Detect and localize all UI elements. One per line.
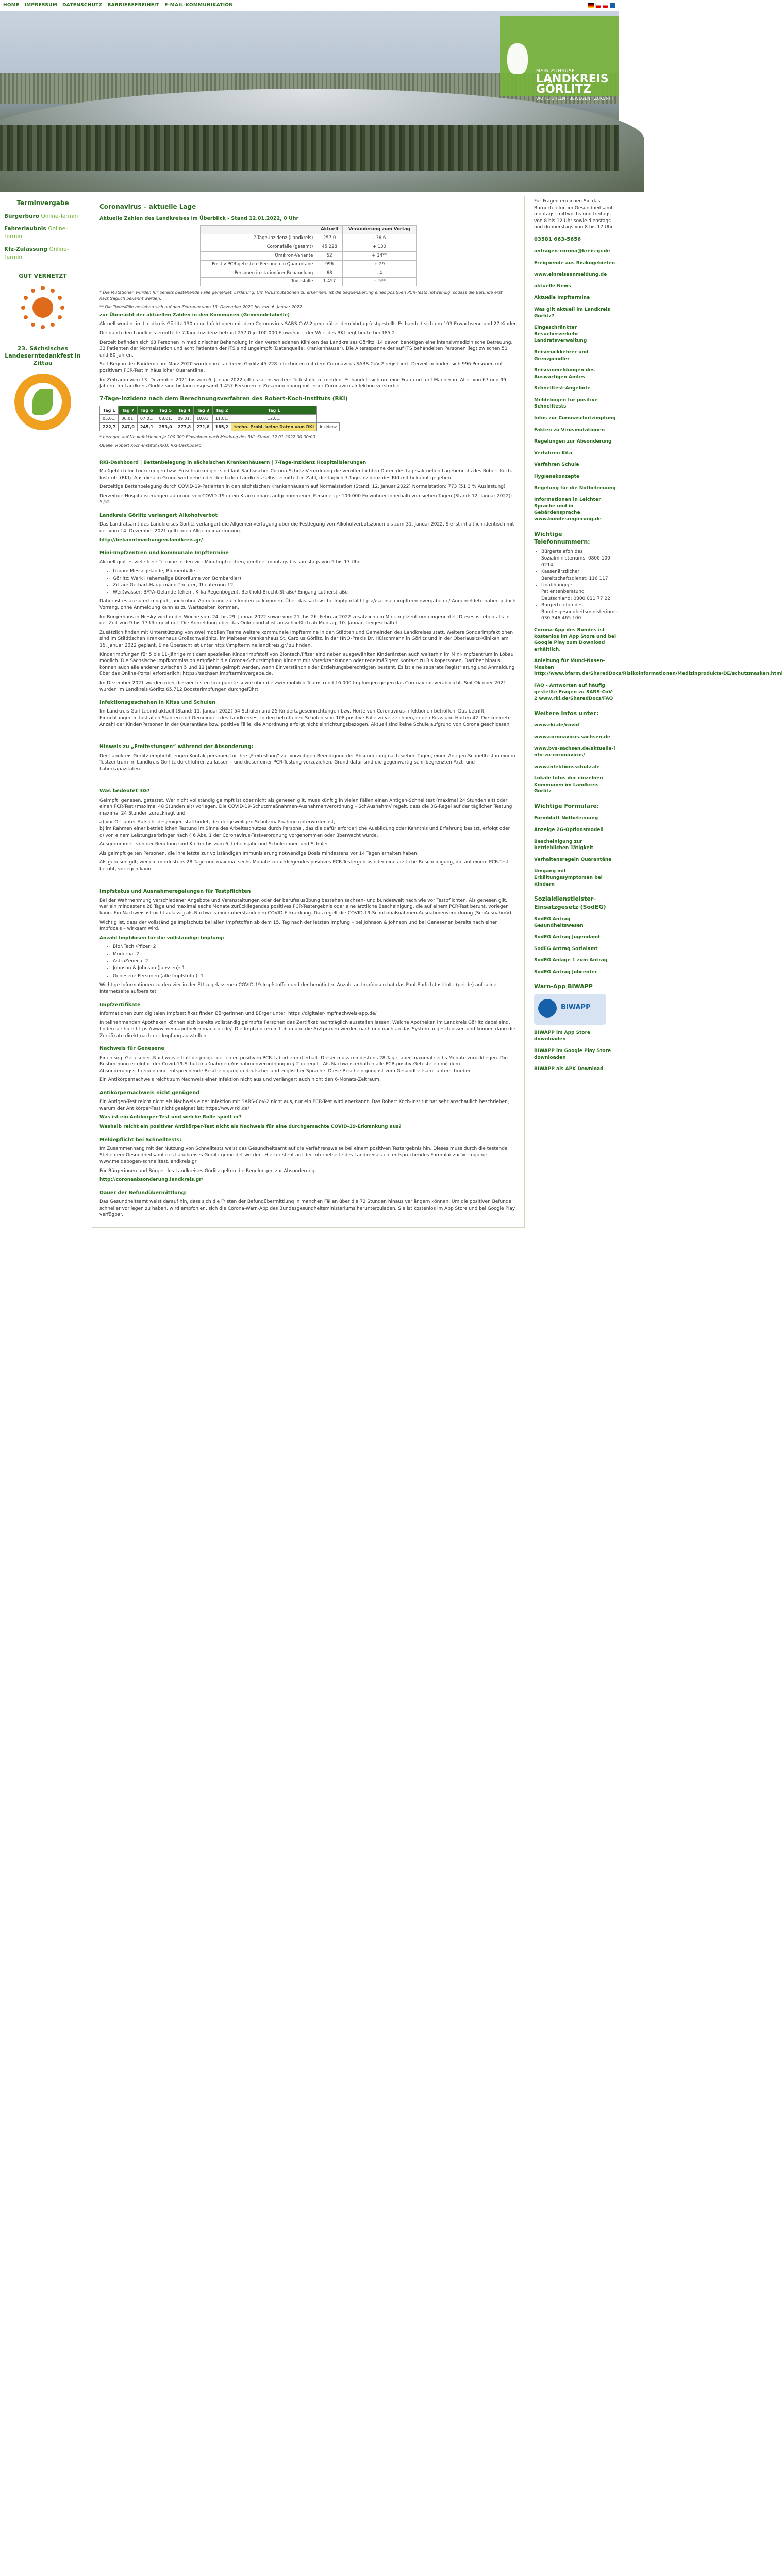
para-5: Im Zeitraum vom 13. Dezember 2021 bis zum 6. Januar 2022 gilt es sechs weitere Todesfälle zu melden. Es handelt sich um eine Frau und fünf Männer im Alter von 67 und 99 Jahren. Im Landkreis Görlitz sind bislang insgesamt 1.457 Personen in Zusammenhang mit einer Coronavirus-Infektion verstorben. bbox=[99, 377, 506, 389]
logo-big-2: GÖRLITZ bbox=[536, 83, 591, 96]
flag-cz-icon[interactable] bbox=[603, 3, 608, 8]
accessibility-icon[interactable] bbox=[610, 3, 615, 8]
antikoerper-link-2[interactable]: Weshalb reicht ein positiver Antikörper-Test nicht als Nachweis für eine durchgemachte COVID-19-Erkrankung aus? bbox=[99, 1124, 402, 1129]
sidebar-link-6[interactable]: Reiseanmeldungen des Auswärtigen Amtes bbox=[534, 368, 595, 380]
rki-title[interactable]: RKI-Dashboard | Bettenbelegung in sächsischen Krankenhäusern | 7-Tage-Inzidenz Hospitalisierungen bbox=[99, 460, 366, 465]
impfstatus-para-2: Wichtig ist, dass der vollständige Impfschutz bei allen Impfstoffen ab dem 15. Tag nach der letzten Impfung – bei Johnson & Johnson und bei Genesenen bereits nach einer Impfdosis – wirksam wird. bbox=[99, 920, 497, 932]
top-nav bbox=[0, 0, 619, 11]
zertifikat-para-2: In teilnehmenden Apotheken können sich bereits vollständig geimpfte Personen das Zertifikat nachträglich ausstellen lassen. Welche Apotheken im Landkreis Görlitz dabei sind, finden sie hier: https://www.mein-apothekenmanager.de/. Die Impfzentren in Löbau und die Arztpraxen werden nach und nach an das System angeschlossen und können dann die Zertifikate direkt nach der Impfung ausstellen. bbox=[99, 1020, 515, 1039]
logo-big-1: LANDKREIS bbox=[536, 73, 609, 86]
inz-date: 08.01. bbox=[156, 414, 175, 422]
biwapp-icon bbox=[538, 999, 557, 1018]
inz-date: 09.01. bbox=[175, 414, 193, 422]
3g-para-4: Als geimpft gelten Personen, die ihre letzte zur vollständigen Immunisierung notwendige Dosis mindestens vor 14 Tagen erhalten haben. bbox=[99, 851, 419, 856]
sidebar-link-1[interactable]: aktuelle News bbox=[534, 283, 571, 289]
inz-date: 10.01. bbox=[194, 414, 212, 422]
table-cell: Coronafälle (gesamt) bbox=[201, 243, 316, 251]
table-cell: 7-Tage-Inzidenz (Landkreis) bbox=[201, 234, 316, 243]
termin-item-2[interactable] bbox=[4, 246, 81, 261]
sidebar-link-0[interactable]: www.einreiseanmeldung.de bbox=[534, 272, 607, 278]
logo-small: MEIN ZUHAUSE bbox=[536, 69, 575, 74]
inz-date: 11.01. bbox=[212, 414, 231, 422]
hotlines-list bbox=[541, 549, 617, 622]
table-cell: - 36,6 bbox=[342, 234, 416, 243]
corona-email-link[interactable]: anfragen-corona@kreis-gr.de bbox=[534, 248, 610, 254]
sodeg-link-2[interactable]: SodEG Antrag Sozialamt bbox=[534, 946, 598, 952]
inzidenz-title: 7-Tage-Inzidenz nach dem Berechnungsverfahren des Robert-Koch-Instituts (RKI) bbox=[99, 395, 348, 402]
impf-list-item: • Weißwasser: BAYA-Gelände (ehem. Krka Regenbogen), Berthold-Brecht-Straße/ Eingang Lutherstraße bbox=[113, 589, 517, 596]
inz-date: 05.01. bbox=[100, 414, 119, 422]
rki-para-3: Derzeitige Hospitalisierungen aufgrund von COVID-19 in ein Krankenhaus aufgenommenen Personen je 100.000 Einwohner innerhalb von sieben Tagen (Stand: 12. Januar 2022): 5,52. bbox=[99, 493, 512, 505]
top-nav-link-4[interactable]: E-MAIL-KOMMUNIKATION bbox=[164, 3, 234, 8]
kita-para: Im Landkreis Görlitz sind aktuell (Stand: 11. Januar 2022) 54 Schulen und 25 Kindertageseinrichtungen bzw. Horte von Coronavirus-Infektionen betroffen. Das betrifft Einrichtungen in fast allen Städten und Gemeinden des Landkreises. In den betroffenen Schulen sind 108 positive Fälle zu verzeichnen, in den Kitas und Horten 42. Die konkrete Anzahl der Kinder/Personen in der Quarantäne bzw. positive Fälle, die Anordnung erfolgt nicht einrichtungsbezogen. Aktuell sind keine Schule aufgrund von Corona geschlossen. bbox=[99, 709, 511, 727]
inz-highlight: techn. Probl. keine Daten vom RKI bbox=[231, 422, 317, 431]
para-3: Derzeit befinden sich 68 Personen in medizinischer Behandlung in den verschiedenen Kliniken des Landkreises Görlitz, 14 davon benötigen eine intensivmedizinische Betreuung. 33 Patienten der Normalstation und acht Patienten der ITS sind ungeimpft (Datenquelle: Krankenhäuser). Die Altersspanne der auf ITS behandelten Personen liegt zwischen 51 und 80 Jahren. bbox=[99, 340, 513, 358]
kita-heading: Infektionsgeschehen in Kitas und Schulen bbox=[99, 700, 215, 706]
buergertelefon-intro: Für Fragen erreichen Sie das Bürgertelefon im Gesundheitsamt montags, mittwochs und freitags von 8 bis 12 Uhr sowie dienstags und donnerstags von 8 bis 17 Uhr bbox=[534, 199, 613, 230]
sodeg-link-1[interactable]: SodEG Antrag Jugendamt bbox=[534, 935, 601, 940]
weitere-link-0[interactable]: www.rki.de/covid bbox=[534, 723, 579, 728]
table-header-row bbox=[201, 226, 417, 234]
impfstatus-para: Bei der Wahrnehmung verschiedener Angebote und Veranstaltungen oder der berufsausübung bestehen sachsen- und bundesweit nach wie vor Testpflichten. Als genesen gilt, wer ein mindestens 28 Tage und maximal sechs Monate zurückliegendes positives PCR-Testergebnis oder eine ärztliche Bescheinigung, die auf einem PCR-Test beruht, vorlegen kann. Ein Nachweis ist nicht zulässig als Nachweis einer überstandenen COVID-Erkrankung. Das regelt die COVID-19-Schutzmaßnahmen-Ausnahmenverordnung (SchAusnahmV). bbox=[99, 897, 513, 916]
top-nav-link-0[interactable]: HOME bbox=[3, 3, 20, 8]
para-1: Aktuell wurden im Landkreis Görlitz 130 neue Infektionen mit dem Coronavirus SARS-CoV-2 gegenüber dem Vortag festgestellt. Es handelt sich um 103 Erwachsene und 27 Kinder. bbox=[99, 321, 517, 327]
form-link-3[interactable]: Verhaltensregeln Quarantäne bbox=[534, 857, 612, 862]
sidebar-link-15[interactable]: Regelung für die Notbetreuung bbox=[534, 485, 616, 491]
table-cell: Positiv PCR-getestete Personen in Quarantäne bbox=[201, 260, 316, 269]
3g-para-2: a) vor Ort unter Aufsicht desjenigen stattfindet, der der jeweiligen Schutzmaßnahme unterworfen ist, b) im Rahmen einer betrieblichen Testung im Sinne des Arbeitsschutzes durch Personal, das die dafür erforderliche Ausbildung oder Kenntnis und Erfahrung besitzt, erfolgt oder c) von einem Leistungserbringer nach § 6 Abs. 1 der Coronavirus-Testverordnung vorgenommen oder überwacht wurde. bbox=[99, 820, 510, 838]
inz-value: 222,7 bbox=[100, 422, 119, 431]
para-4: Seit Beginn der Pandemie im März 2020 wurden im Landkreis Görlitz 45.228 Infektionen mit dem Coronavirus SARS-CoV-2 registriert. Derzeit befinden sich 996 Personen mit positivem PCR-Test in häuslicher Quarantäne. bbox=[99, 362, 503, 374]
alkohol-heading: Landkreis Görlitz verlängert Alkoholverbot bbox=[99, 513, 218, 519]
bekanntmachungen-link[interactable]: http://bekanntmachungen.landkreis.gr/ bbox=[99, 537, 203, 543]
footprint-icon bbox=[507, 43, 528, 74]
inz-date-row bbox=[100, 414, 340, 422]
termin-label: Kfz-Zulassung bbox=[4, 246, 47, 252]
biwapp-link-1[interactable]: BIWAPP im Google Play Store downloaden bbox=[534, 1048, 611, 1060]
inz-day: Tag 7 bbox=[119, 406, 137, 414]
inzidenz-note: * bezogen auf Neuinfektionen je 100.000 Einwohner nach Meldung des RKI, Stand: 12.01.2022 00:00:00 bbox=[99, 435, 315, 440]
absonderung-link[interactable]: http://coronaabsonderung.landkreis.gr/ bbox=[99, 1177, 203, 1183]
flag-pl-icon[interactable] bbox=[595, 3, 601, 8]
inz-value: 245,1 bbox=[137, 422, 156, 431]
inz-value: 271,8 bbox=[194, 422, 212, 431]
termin-item-1[interactable] bbox=[4, 225, 81, 240]
virus-spike bbox=[24, 296, 28, 300]
virus-spike bbox=[31, 323, 35, 327]
table-row bbox=[201, 260, 417, 269]
corona-app-link[interactable]: Corona-App des Bundes ist kostenlos im App Store und bei Google Play zum Download erhältlich. bbox=[534, 627, 617, 652]
sidebar-link-3[interactable]: Was gilt aktuell im Landkreis Görlitz? bbox=[534, 307, 610, 319]
table-note: * Die Mutationen wurden für bereits bestehende Fälle gemeldet. Erklärung: Um Virusmutationen zu erkennen, ist die Sequenzierung eines positiven PCR-Tests notwendig, sodass die Befunde erst nachträglich bekannt werden. bbox=[99, 290, 503, 301]
virus-icon[interactable] bbox=[20, 284, 66, 331]
table-header: Aktuell bbox=[316, 226, 343, 234]
inz-day: Tag 3 bbox=[194, 406, 212, 414]
top-nav-link-3[interactable]: BARRIEREFREIHEIT bbox=[107, 3, 160, 8]
table-cell: + 130 bbox=[342, 243, 416, 251]
meldepflicht-para-2: Für Bürgerinnen und Bürger des Landkreises Görlitz gelten die Regelungen zur Absonderung: bbox=[99, 1168, 316, 1174]
left-sidebar bbox=[4, 196, 81, 436]
page-title: Coronavirus – aktuelle Lage bbox=[99, 203, 196, 210]
genesene-para-2: Ein Antikörpernachweis reicht zum Nachweis einer Infektion nicht aus und verlängert auch nicht den 6-Monats-Zeitraum. bbox=[99, 1077, 381, 1083]
hotline-item: • Unabhängige Patientenberatung Deutschland: 0800 011 77 22 bbox=[541, 582, 617, 602]
befund-para: Das Gesundheitsamt weist darauf hin, dass sich die Fristen der Befundübermittlung in manchen Fällen über die 72 Stunden hinaus verlängern können. Um die positiven Befunde schneller vorliegen zu haben, wird empfohlen, sich die Corona-Warn-App des Bundesgesundheitsministeriums herunterzuladen. Sie ist kostenlos im App Store und bei Google Play verfügbar. bbox=[99, 1199, 515, 1218]
table-header: Veränderung zum Vortag bbox=[342, 226, 416, 234]
form-link-2[interactable]: Bescheinigung zur betrieblichen Tätigkeit bbox=[534, 839, 594, 851]
para-2: Die durch den Landkreis ermittelte 7-Tage-Inzidenz beträgt 257,0 je 100.000 Einwohner, der Wert des RKI liegt heute bei 185,2. bbox=[99, 331, 396, 336]
header-image bbox=[0, 11, 619, 171]
leichte-sprache-link[interactable]: Informationen in Leichter Sprache und in Gebärdensprache www.bundesregierung.de bbox=[534, 497, 602, 522]
3g-heading: Was bedeutet 3G? bbox=[99, 788, 150, 794]
corona-stats-table bbox=[200, 225, 417, 286]
table-row bbox=[201, 269, 417, 278]
biwapp-link-2[interactable]: BIWAPP als APK Download bbox=[534, 1066, 604, 1072]
inz-value: 185,2 bbox=[212, 422, 231, 431]
virus-spike bbox=[58, 296, 62, 300]
inz-value: 277,8 bbox=[175, 422, 193, 431]
virus-spike bbox=[51, 289, 55, 293]
table-cell: 45.228 bbox=[316, 243, 343, 251]
3g-para: Geimpft, genesen, getestet. Wer nicht vollständig geimpft ist oder nicht als genesen gilt, muss künftig in vielen Fällen einen Antigen-Schnelltest (maximal 24 Stunden alt) oder einen PCR-Test (maximal 48 Stunden alt) vorlegen. Die COVID-19-Schutzmaßnahmen-Ausnahmenverordnung – SchAusnahmV regelt, dass die 3G-Regel auf der täglichen Testung maximal 24 Stunden zurückliegt und bbox=[99, 798, 512, 816]
inz-date: 07.01. bbox=[137, 414, 156, 422]
table-cell: 68 bbox=[316, 269, 343, 278]
sidebar-link-7[interactable]: Schnelltest-Angebote bbox=[534, 386, 591, 392]
sidebar-link-10[interactable]: Fakten zu Virusmutationen bbox=[534, 427, 605, 433]
impfdosen-item: • Genesene Personen (alle Impfstoffe): 1 bbox=[113, 973, 517, 980]
virus-spike bbox=[21, 306, 25, 310]
table-cell: + 29 bbox=[342, 260, 416, 269]
inz-day-row bbox=[100, 406, 340, 414]
termin-label: Bürgerbüro bbox=[4, 213, 39, 219]
genesene-para: Einen sog. Genesenen-Nachweis erhält derjenige, der einen positiven PCR-Laborbefund erhält. Dieser muss mindestens 28 Tage, aber maximal sechs Monate zurückliegen. Die Bestimmung erfolgt in der Covid-19-Schutzmaßnahmen-Ausnahmenverordnung in § 2 geregelt. Als Nachweis erhalten alle PCR-positiv-Getesteten mit dem Absonderungsschreiben eine entsprechende Bescheinigung in deutscher und englischer Sprache. Diese Bescheinigung ist vom Gesundheitsamt unterschrieben. bbox=[99, 1055, 508, 1074]
weitere-link-2[interactable]: www.bvs-sachsen.de/aktuelle-info-zu-coronavirus/ bbox=[534, 746, 615, 758]
impf-para: Aktuell gibt es viele freie Termine in den vier Mini-Impfzentren, geöffnet montags bis samstags von 9 bis 17 Uhr. bbox=[99, 560, 361, 565]
sodeg-link-0[interactable]: SodEG Antrag Gesundheitswesen bbox=[534, 916, 584, 928]
form-link-1[interactable]: Anzeige 2G-Optionsmodell bbox=[534, 827, 604, 833]
flag-de-icon[interactable] bbox=[588, 3, 594, 8]
top-nav-link-2[interactable]: DATENSCHUTZ bbox=[62, 3, 103, 8]
impf-list-item: • Löbau: Messegelände, Blumenhalle bbox=[113, 568, 517, 575]
main-content bbox=[92, 196, 525, 1228]
virus-spike bbox=[24, 315, 28, 319]
termin-suffix: Online-Termin bbox=[41, 213, 78, 219]
virus-spike bbox=[60, 306, 64, 310]
impf-para-6: Im Dezember 2021 wurden über die vier festen Impfpunkte sowie über die zwei mobilen Teams rund 16.000 Impfungen gegen das Coronavirus verabreicht. Seit Oktober 2021 wurden im Landkreis Görlitz 65.712 Boosterimpfungen durchgeführt. bbox=[99, 680, 507, 692]
table-cell: Todesfälle bbox=[201, 278, 316, 286]
gut-vernetzt-title: GUT VERNETZT bbox=[19, 273, 67, 280]
sodeg-link-3[interactable]: SodEG Anlage 1 zum Antrag bbox=[534, 958, 608, 963]
hotline-item: • Bürgertelefon des Sozialministeriums: 0800 100 0214 bbox=[541, 549, 617, 568]
antikoerper-para: Ein Antigen-Test reicht nicht als Nachweis einer Infektion mit SARS-CoV-2 nicht aus, nur ein PCR-Test wird anerkannt. Das Robert Koch-Institut hat sehr anschaulich beschrieben, warum der Antikörper-Test nicht geeignet ist: https://www.rki.de/ bbox=[99, 1099, 509, 1111]
freitest-heading: Hinweis zu „Freitestungen“ während der Absonderung: bbox=[99, 744, 254, 750]
impf-list bbox=[113, 568, 517, 596]
inz-day: Tag 4 bbox=[175, 406, 193, 414]
antikoerper-link-1[interactable]: Was ist ein Antikörper-Test und welche Rolle spielt er? bbox=[99, 1115, 242, 1121]
termin-item-0[interactable] bbox=[4, 213, 81, 221]
biwapp-label: BIWAPP bbox=[561, 1003, 591, 1011]
termin-suffix: Online-Termin bbox=[4, 246, 69, 260]
virus-spike bbox=[41, 325, 45, 329]
forms-heading: Wichtige Formulare: bbox=[534, 802, 599, 809]
table-row bbox=[201, 278, 417, 286]
zertifikat-heading: Impfzertifikate bbox=[99, 1002, 141, 1008]
impf-para-5: Kinderimpfungen für 5 bis 11-Jährige mit dem speziellen Kinderimpfstoff von Biontech/Pfizer sind neben ausgewählten Kinderärzten auch weiterhin im Mini-Impfzentrum in Löbau möglich. Die Sächsische Impfkommission empfiehlt die Corona-Schutzimpfung Kindern mit Vorerkrankungen oder regelmäßigem Kontakt zu Risikopersonen. Darüber hinaus können auch alle anderen zwischen 5 und 11 Jahren geimpft werden, wenn Einverständnis der Erziehungsberechtigten besteht. Es ist eine separate Registrierung und Anmeldung über das Online-Portal erforderlich: https://sachsen.impfterminvergabe.de. bbox=[99, 652, 515, 677]
table-header bbox=[201, 226, 316, 234]
table-note-2: ** Die Todesfälle beziehen sich auf den Zeitraum vom 13. Dezember 2021 bis zum 6. Januar 2022. bbox=[99, 304, 304, 309]
sidebar-link-8[interactable]: Meldebogen für positive Schnelltests bbox=[534, 397, 598, 410]
form-link-4[interactable]: Umgang mit Erkältungssymptomen bei Kindern bbox=[534, 869, 603, 887]
table-cell: + 5** bbox=[342, 278, 416, 286]
termin-suffix: Online-Termin bbox=[4, 226, 68, 240]
erntedankfest-logo[interactable] bbox=[14, 374, 71, 430]
table-cell: 52 bbox=[316, 251, 343, 260]
lokale-infos-link[interactable]: Lokale Infos der einzelnen Kommunen im Landkreis Görlitz bbox=[534, 776, 603, 794]
table-cell: Omikron-Variante bbox=[201, 251, 316, 260]
impfdosen-list bbox=[113, 944, 517, 971]
inz-day: Tag 6 bbox=[137, 406, 156, 414]
3g-para-3: Ausgenommen von der Regelung sind Kinder bis zum 6. Lebensjahr und Schülerinnen und Schüler. bbox=[99, 842, 329, 848]
table-cell: - 4 bbox=[342, 269, 416, 278]
impfdosen-item: • BioNTech /Pfizer: 2 bbox=[113, 944, 517, 951]
landkreis-logo[interactable] bbox=[500, 16, 619, 101]
hotline-item: • Bürgertelefon des Bundesgesundheitsministeriums: 030 346 465 100 bbox=[541, 602, 617, 622]
termin-label: Fahrerlaubnis bbox=[4, 226, 46, 232]
inz-day: Tag 2 bbox=[212, 406, 231, 414]
impfstatus-heading: Impfstatus und Ausnahmeregelungen für Testpflichten bbox=[99, 888, 251, 894]
impfdosen-list-2 bbox=[113, 973, 517, 980]
sodeg-heading: Sozialdienstleister-Einsatzgesetz (SodEG) bbox=[534, 895, 606, 910]
inz-date: 06.01. bbox=[119, 414, 137, 422]
sodeg-link-4[interactable]: SodEG Antrag Jobcenter bbox=[534, 969, 597, 975]
table-cell: + 14** bbox=[342, 251, 416, 260]
sidebar-link-2[interactable]: Aktuelle Impftermine bbox=[534, 295, 590, 301]
inz-day: Tag 1 bbox=[231, 406, 317, 414]
3g-para-5: Als genesen gilt, wer ein mindestens 28 Tage und maximal sechs Monate zurückliegendes positives PCR-Testergebnis oder eine ärztliche Bescheinigung, die auf einem PCR-Test beruht, vorlegen kann. bbox=[99, 860, 509, 872]
rki-para-2: Derzeitige Bettenbelegung durch COVID-19-Patienten in den sächsischen Krankenhäusern auf Normalstation (Stand: 12. Januar 2022) Normalstation: 773 (51,3 % Auslastung) bbox=[99, 484, 506, 490]
table-row bbox=[201, 251, 417, 260]
impfdosen-heading: Anzahl Impfdosen für die vollständige Impfung: bbox=[99, 935, 225, 941]
impfstatus-para-3: Wichtige Informationen zu den vier in der EU zugelassenen COVID-19-Impfstoffen und der benötigten Anzahl an Impfdosen hat das Paul-Ehrlich-Institut - (pei.de) auf seiner Internetseite aufbereitet. bbox=[99, 982, 498, 994]
termin-title: Terminvergabe bbox=[16, 199, 69, 207]
sidebar-link-12[interactable]: Verfahren Kita bbox=[534, 450, 572, 456]
impf-list-item: • Zittau: Gerhart-Hauptmann-Theater, Theaterring 12 bbox=[113, 582, 517, 589]
impf-para-2: Daher ist es ab sofort möglich, auch ohne Anmeldung zum Impfen zu kommen. Über das sächsische Impfportal https://sachsen.impfterminvergabe.de/ Angemeldete haben jedoch Vorrang, ohne Anmeldung kann es zu Wartezeiten kommen. bbox=[99, 599, 516, 611]
weitere-link-3[interactable]: www.infektionsschutz.de bbox=[534, 764, 600, 770]
biwapp-link-0[interactable]: BIWAPP im App Store downloaden bbox=[534, 1030, 591, 1042]
impfdosen-item: • AstraZeneca: 2 bbox=[113, 958, 517, 965]
weitere-infos-heading: Weitere Infos unter: bbox=[534, 709, 599, 717]
sidebar-link-14[interactable]: Hygienekonzepte bbox=[534, 474, 580, 480]
inz-day: Tag 5 bbox=[156, 406, 175, 414]
sidebar-link-13[interactable]: Verfahren Schule bbox=[534, 462, 579, 468]
weitere-link-1[interactable]: www.coronavirus.sachsen.de bbox=[534, 734, 610, 740]
inzidenz-source[interactable]: Quelle: Robert Koch-Institut (RKI), RKI-Dashboard bbox=[99, 443, 202, 448]
sidebar-link-5[interactable]: Reiserückkehrer und Grenzpendler bbox=[534, 349, 589, 362]
page-subtitle: Aktuelle Zahlen des Landkreises im Überblick - Stand 12.01.2022, 0 Uhr bbox=[99, 215, 299, 222]
impf-heading: Mini-Impfzentren und kommunale Impftermine bbox=[99, 550, 229, 556]
zertifikat-para: Informationen zum digitalen Impfzertifikat finden Bürgerinnen und Bürger unter: https://digitaler-impfnachweis-app.de/ bbox=[99, 1011, 377, 1016]
hotlines-heading: Wichtige Telefonnummern: bbox=[534, 530, 590, 545]
antikoerper-heading: Antikörpernachweis nicht genügend bbox=[99, 1090, 199, 1096]
befund-heading: Dauer der Befundübermittlung: bbox=[99, 1190, 187, 1196]
inzidenz-table bbox=[99, 406, 340, 432]
lang-icons bbox=[588, 3, 615, 8]
table-row bbox=[201, 234, 417, 243]
inz-value: 247,0 bbox=[119, 422, 137, 431]
alkohol-para: Das Landratsamt des Landkreises Görlitz verlängert die Allgemeinverfügung über die Festlegung von Alkoholverbotszonen bis zum 31. Januar 2022. Sie ist inhaltlich identisch mit der vom 14. Dezember 2021 geltenden Allgemeinverfügung. bbox=[99, 522, 514, 534]
inz-day: Tag 1 bbox=[100, 406, 119, 414]
virus-spike bbox=[58, 315, 62, 319]
impf-para-4: Zusätzlich finden mit Unterstützung von zwei mobilen Teams weitere kommunale Impftermine in den Städten und Gemeinden des Landkreises statt. Weitere Sonderimpfaktionen sind im Städtischen Krankenhaus Großschweidnitz, im Malteser Krankenhaus St. Carolus Görlitz, in der HNO-Praxis Dr. Hülschmann in Görlitz und in der Oberlausitz-Kliniken am 15. Januar 2022 geplant. Eine Übersicht ist unter http://impftermine.landkreis.gr/ zu finden. bbox=[99, 630, 513, 648]
sidebar-link-9[interactable]: Infos zur Coronaschutzimpfung bbox=[534, 416, 616, 421]
table-cell: Personen in stationärer Behandlung bbox=[201, 269, 316, 278]
right-sidebar bbox=[534, 196, 783, 1078]
biwapp-heading: Warn-App BIWAPP bbox=[534, 983, 593, 990]
logo-tagline: WOHLFÜHLEN · BEWEGEN · ZUKUNFT bbox=[536, 96, 614, 101]
impfdosen-item: • Moderna: 2 bbox=[113, 951, 517, 958]
table-row bbox=[201, 243, 417, 251]
top-nav-link-1[interactable]: IMPRESSUM bbox=[24, 3, 58, 8]
freitest-para: Der Landkreis Görlitz empfiehlt engen Kontaktpersonen für ihre „Freitestung“ zur vorzeitigen Beendigung der Absonderung nach sieben Tagen, einen Antigen-Schnelltest in einem Testzentrum im Landkreis Görlitz durchführen zu lassen – und dieser einer PCR-Testung vorzuziehen. Grund dafür sind die gegenwärtig sehr begrenzten Arzt- und Laborkapazitäten. bbox=[99, 753, 515, 772]
virus-spike bbox=[41, 286, 45, 290]
hotline-item: • Kassenärztlicher Bereitschaftsdienst: 116 117 bbox=[541, 569, 617, 582]
genesene-heading: Nachweis für Genesene bbox=[99, 1046, 164, 1052]
virus-spike bbox=[31, 289, 35, 293]
table-cell: 257,0 bbox=[316, 234, 343, 243]
inz-value: 253,0 bbox=[156, 422, 175, 431]
table-cell: 996 bbox=[316, 260, 343, 269]
sidebar-link-2-0[interactable]: Anleitung für Mund-Nasen-Masken http://www.bfarm.de/SharedDocs/Risikoinformationen/Medizinprodukte/DE/schutzmasken.html bbox=[534, 658, 783, 677]
buergertelefon-phone[interactable]: 03581 663-5656 bbox=[534, 236, 581, 242]
meldepflicht-heading: Meldepflicht bei Schnelltests: bbox=[99, 1137, 182, 1143]
inz-date: 12.01. bbox=[231, 414, 317, 422]
inz-label: Inzidenz bbox=[317, 422, 340, 431]
gemeinde-table-link[interactable]: zur Übersicht der aktuellen Zahlen in den Kommunen (Gemeindetabelle) bbox=[99, 312, 290, 318]
meldepflicht-para: Im Zusammenhang mit der Nutzung von Schnelltests weist das Gesundheitsamt auf die Verfahrensweise bei einem positiven Testergebnis hin. Dieses muss durch die testende Stelle dem Gesundheitsamt des Landkreises Görlitz gemeldet werden. Hierfür steht auf der Internetseite des Landkreises ein entsprechendes Formular zur Verfügung: www.meldebogen-schnelltest.landkreis.gr bbox=[99, 1146, 508, 1165]
risikogebiete-link[interactable]: Ereignende aus Risikogebieten bbox=[534, 260, 615, 266]
biwapp-logo[interactable] bbox=[534, 994, 606, 1025]
fest-title[interactable]: 23. Sächsisches Landeserntedankfest in Zittau bbox=[5, 345, 81, 367]
sidebar-link-11[interactable]: Regelungen zur Absonderung bbox=[534, 439, 612, 445]
impf-para-3: Im Bürgerhaus in Niesky wird in der Woche vom 24. bis 29. Januar 2022 sowie vom 21. bis 26. Februar 2022 zusätzlich ein Mini-Impfzentrum eingerichtet. Dieses ist ebenfalls in der Zeit von 9 bis 17 Uhr geöffnet. Die Anmeldung über das Onlineportal ist ausschließlich ab Montag, 10. Januar, freigeschaltet. bbox=[99, 614, 510, 626]
impfdosen-item: • Johnson & Johnson (Janssen): 1 bbox=[113, 965, 517, 972]
table-cell: 1.457 bbox=[316, 278, 343, 286]
form-link-0[interactable]: Formblatt Notbetreuung bbox=[534, 816, 598, 821]
rki-para: Maßgeblich für Lockerungen bzw. Einschränkungen sind laut Sächsischer Corona-Schutz-Verordnung die veröffentlichten Daten des tagesaktuellen Lageberichts des Robert Koch-Instituts (RKI). Aus diesem Grund wird neben der durch den Landkreis selbst ermittelten Zahl, die täglich 7-Tage-Inzidenz des RKI mit bekannt gegeben. bbox=[99, 469, 513, 481]
sidebar-link-4[interactable]: Eingeschränkter Besucherverkehr Landratsverwaltung bbox=[534, 325, 587, 344]
inz-value-row bbox=[100, 422, 340, 431]
impf-list-item: • Görlitz: Werk I (ehemalige Büroräume von Bombardier) bbox=[113, 575, 517, 582]
virus-spike bbox=[51, 323, 55, 327]
sidebar-link-2-1[interactable]: FAQ - Antworten auf häufig gestellte Fragen zu SARS-CoV-2 www.rki.de/SharedDocs/FAQ bbox=[534, 683, 614, 702]
